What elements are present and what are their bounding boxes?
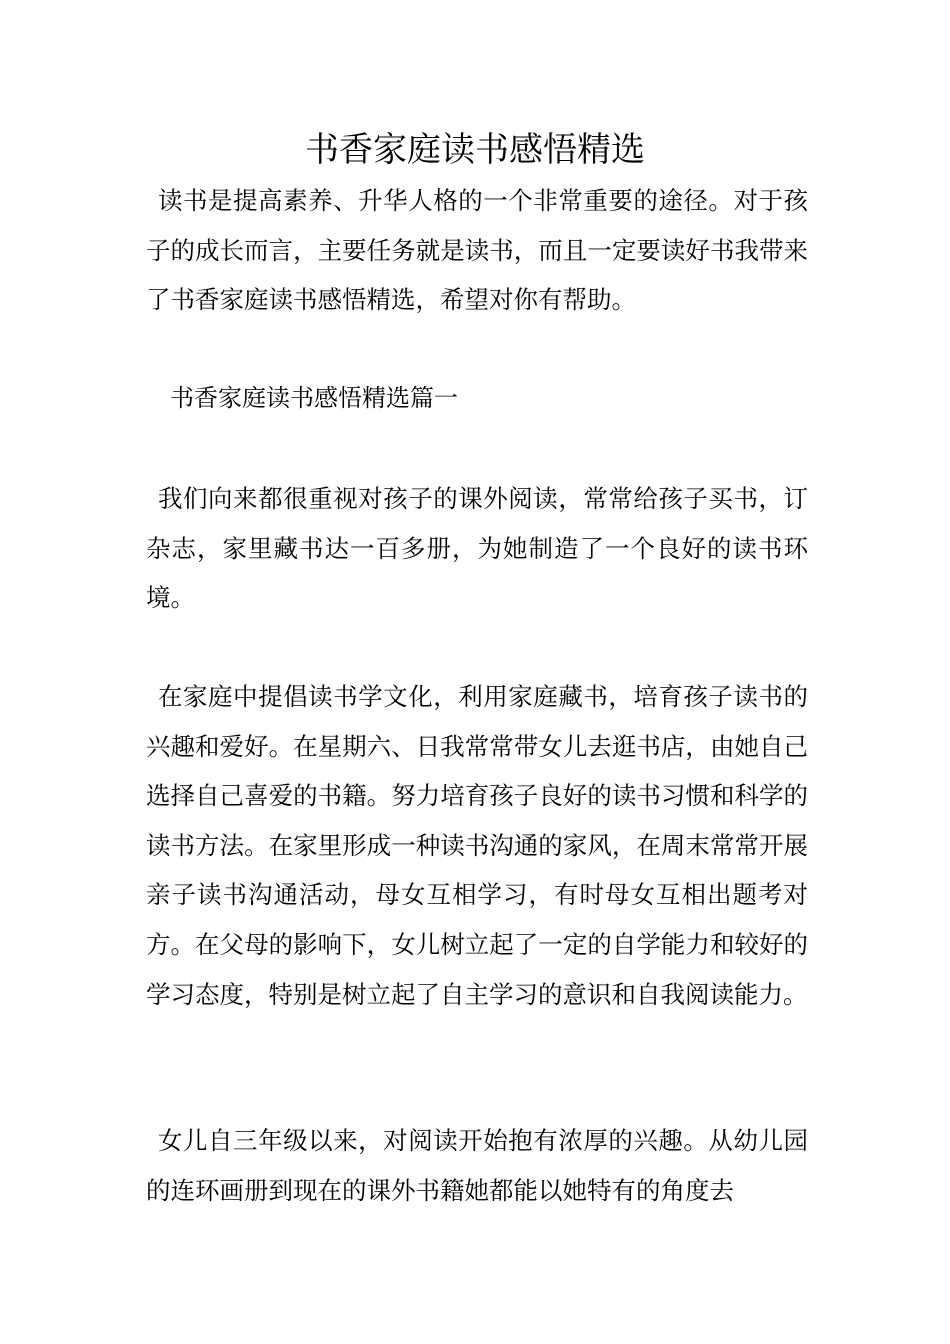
body-paragraph-3: 女儿自三年级以来，对阅读开始抱有浓厚的兴趣。从幼儿园的连环画册到现在的课外书籍她都能以她特有的角度去 [146,1126,808,1205]
intro-paragraph: 读书是提高素养、升华人格的一个非常重要的途径。对于孩子的成长而言，主要任务就是读书，而且一定要读好书我带来了书香家庭读书感悟精选，希望对你有帮助。 [146,186,808,315]
section-heading: 书香家庭读书感悟精选篇一 [170,384,458,412]
body-paragraph-1: 我们向来都很重视对孩子的课外阅读，常常给孩子买书，订杂志，家里藏书达一百多册，为她制造了一个良好的读书环境。 [146,484,808,613]
document-title: 书香家庭读书感悟精选 [305,130,645,170]
body-paragraph-2: 在家庭中提倡读书学文化，利用家庭藏书，培育孩子读书的兴趣和爱好。在星期六、日我常常带女儿去逛书店，由她自己选择自己喜爱的书籍。努力培育孩子良好的读书习惯和科学的读书方法。在家里形成一种读书沟通的家风，在周末常常开展亲子读书沟通活动，母女互相学习，有时母女互相出题考对方。在父母的影响下，女儿树立起了一定的自学能力和较好的学习态度，特别是树立起了自主学习的意识和自我阅读能力。 [146,682,808,1009]
